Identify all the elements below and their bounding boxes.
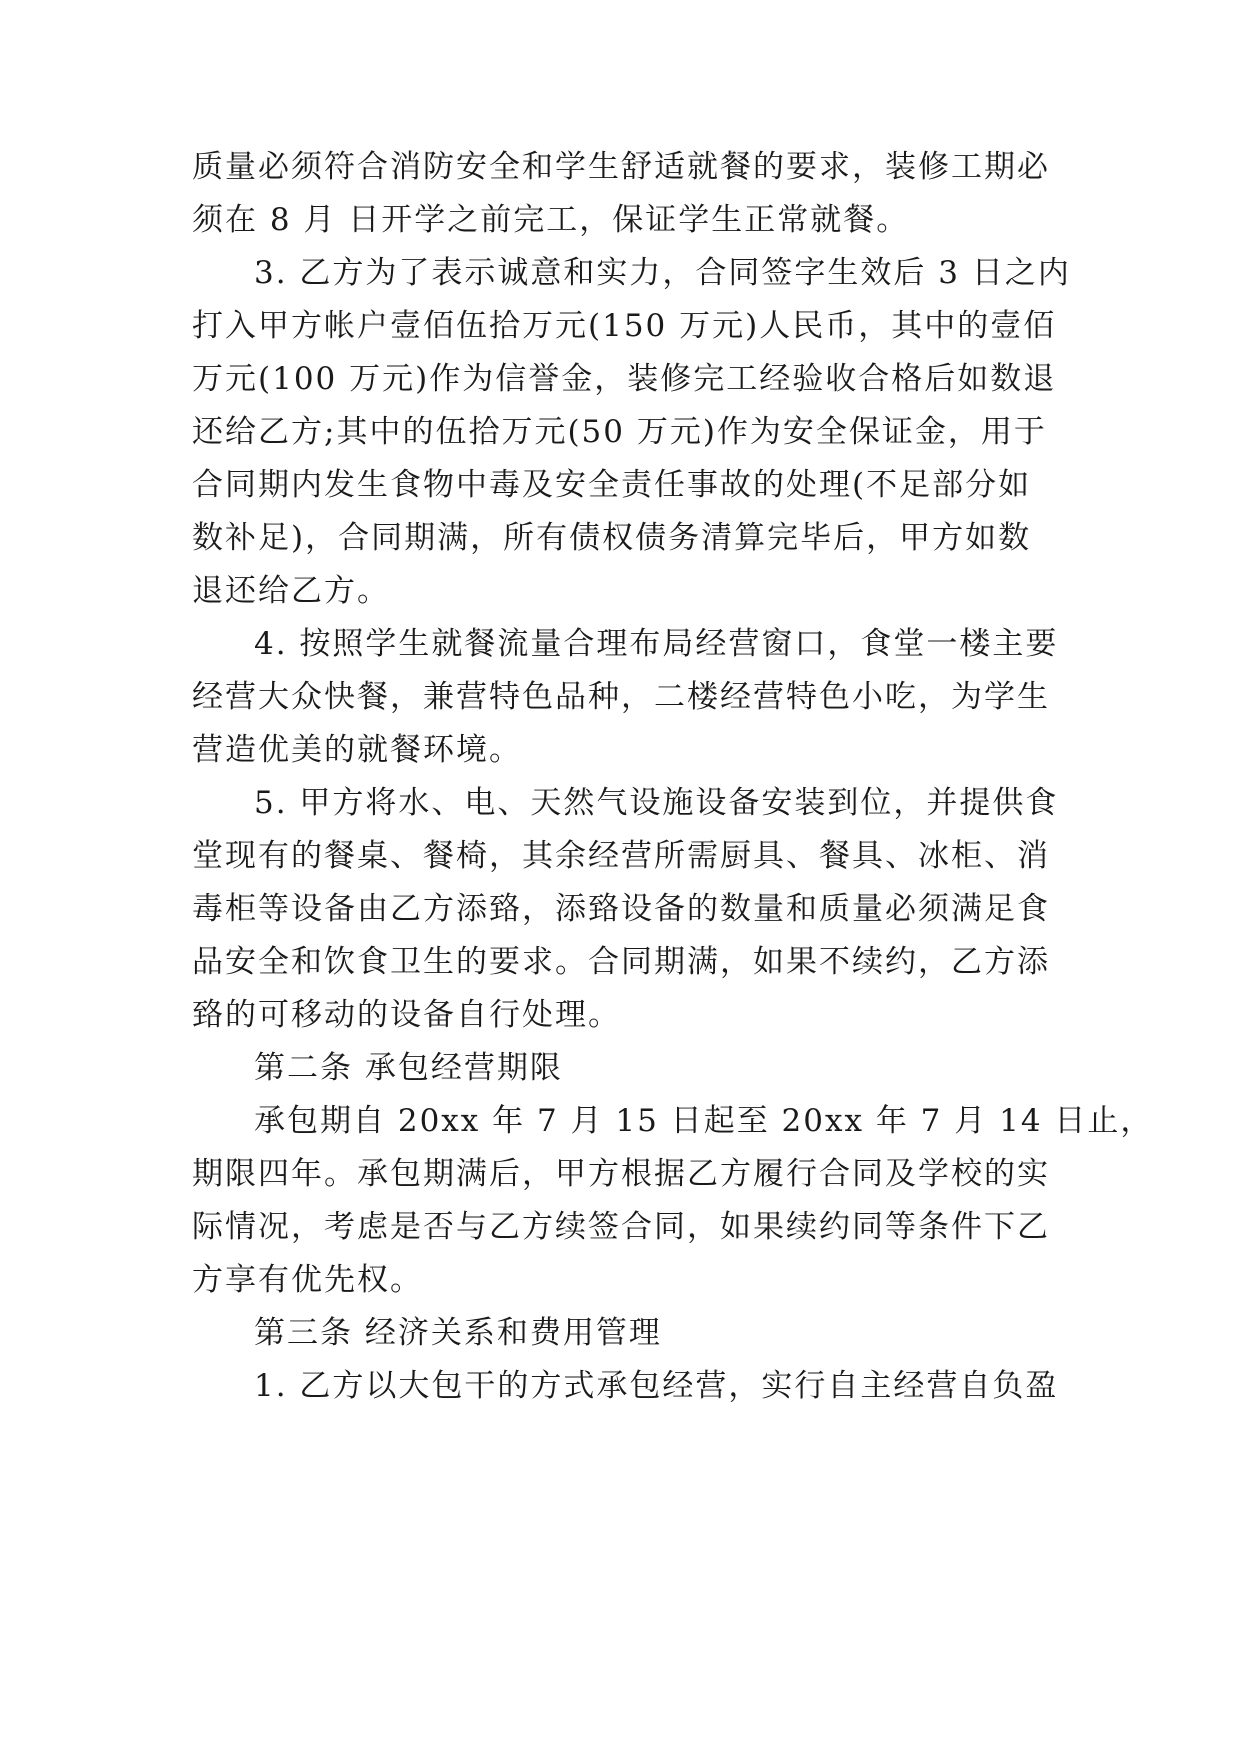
- text-line: 营造优美的就餐环境。: [192, 732, 522, 768]
- text-line: 期限四年。承包期满后，甲方根据乙方履行合同及学校的实: [192, 1156, 1050, 1192]
- text-line: 毒柜等设备由乙方添臵，添臵设备的数量和质量必须满足食: [192, 891, 1050, 927]
- text-line: 际情况，考虑是否与乙方续签合同，如果续约同等条件下乙: [192, 1209, 1050, 1245]
- text-line: 经营大众快餐，兼营特色品种，二楼经营特色小吃，为学生: [192, 679, 1050, 715]
- text-line: 质量必须符合消防安全和学生舒适就餐的要求，装修工期必: [192, 149, 1050, 185]
- text-line: 须在 8 月 日开学之前完工，保证学生正常就餐。: [192, 202, 910, 238]
- section-heading: 第三条 经济关系和费用管理: [254, 1315, 662, 1351]
- text-line: 4. 按照学生就餐流量合理布局经营窗口，食堂一楼主要: [254, 626, 1059, 662]
- text-line: 承包期自 20xx 年 7 月 15 日起至 20xx 年 7 月 14 日止，: [254, 1103, 1154, 1139]
- text-line: 品安全和饮食卫生的要求。合同期满，如果不续约，乙方添: [192, 944, 1050, 980]
- text-line: 还给乙方;其中的伍拾万元(50 万元)作为安全保证金，用于: [192, 414, 1047, 450]
- text-line: 3. 乙方为了表示诚意和实力，合同签字生效后 3 日之内: [254, 255, 1071, 291]
- text-line: 合同期内发生食物中毒及安全责任事故的处理(不足部分如: [192, 467, 1032, 503]
- text-line: 方享有优先权。: [192, 1262, 423, 1298]
- section-heading: 第二条 承包经营期限: [254, 1050, 563, 1086]
- text-line: 堂现有的餐桌、餐椅，其余经营所需厨具、餐具、冰柜、消: [192, 838, 1050, 874]
- text-line: 数补足)，合同期满，所有债权债务清算完毕后，甲方如数: [192, 520, 1032, 556]
- text-line: 退还给乙方。: [192, 573, 390, 609]
- text-line: 臵的可移动的设备自行处理。: [192, 997, 621, 1033]
- text-line: 万元(100 万元)作为信誉金，装修完工经验收合格后如数退: [192, 361, 1057, 397]
- text-line: 5. 甲方将水、电、天然气设施设备安装到位，并提供食: [254, 785, 1059, 821]
- text-line: 1. 乙方以大包干的方式承包经营，实行自主经营自负盈: [254, 1368, 1059, 1404]
- text-line: 打入甲方帐户壹佰伍拾万元(150 万元)人民币，其中的壹佰: [192, 308, 1057, 344]
